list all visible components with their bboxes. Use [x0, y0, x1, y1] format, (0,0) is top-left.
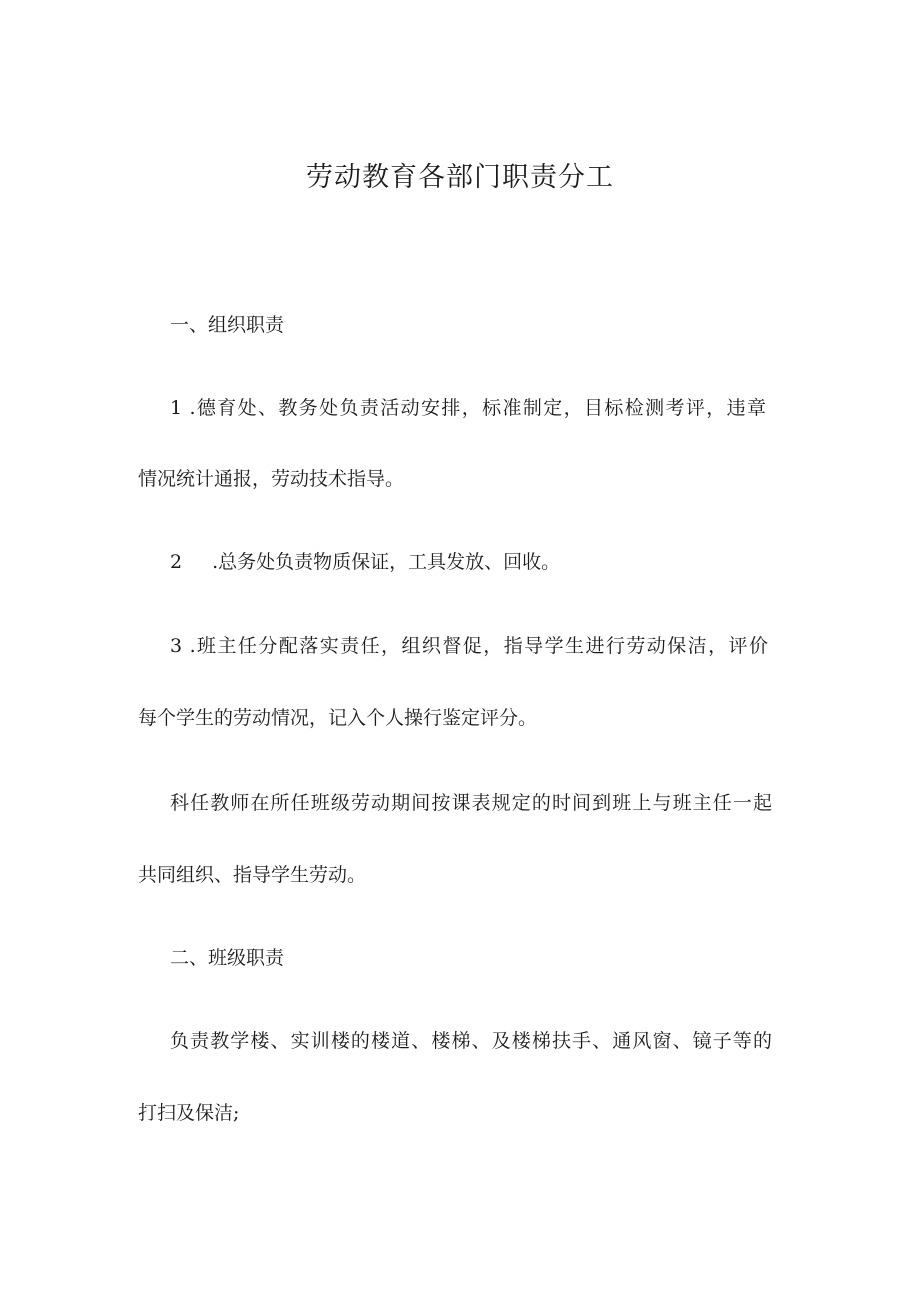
paragraph-3-line-2: 每个学生的劳动情况，记入个人操行鉴定评分。 — [138, 707, 538, 729]
paragraph-3-line-1: 3 .班主任分配落实责任，组织督促，指导学生进行劳动保洁，评价 — [170, 635, 768, 657]
paragraph-2 — [170, 550, 560, 574]
section-heading-organization: 一、组织职责 — [170, 314, 285, 336]
paragraph-2-text: .总务处负责物质保证，工具发放、回收。 — [212, 551, 561, 573]
document-title: 劳动教育各部门职责分工 — [306, 162, 614, 193]
paragraph-5-line-2: 打扫及保洁; — [138, 1102, 240, 1124]
section-heading-class: 二、班级职责 — [170, 947, 285, 969]
paragraph-5-line-1: 负责教学楼、实训楼的楼道、楼梯、及楼梯扶手、通风窗、镜子等的 — [170, 1030, 772, 1052]
paragraph-2-number: 2 — [170, 551, 183, 573]
paragraph-4-line-2: 共同组织、指导学生劳动。 — [138, 864, 367, 886]
paragraph-4-line-1: 科任教师在所任班级劳动期间按课表规定的时间到班上与班主任一起 — [170, 792, 772, 814]
paragraph-1-line-1: 1 .德育处、教务处负责活动安排，标准制定，目标检测考评，违章 — [170, 397, 766, 419]
paragraph-1-line-2: 情况统计通报，劳动技术指导。 — [138, 468, 405, 490]
